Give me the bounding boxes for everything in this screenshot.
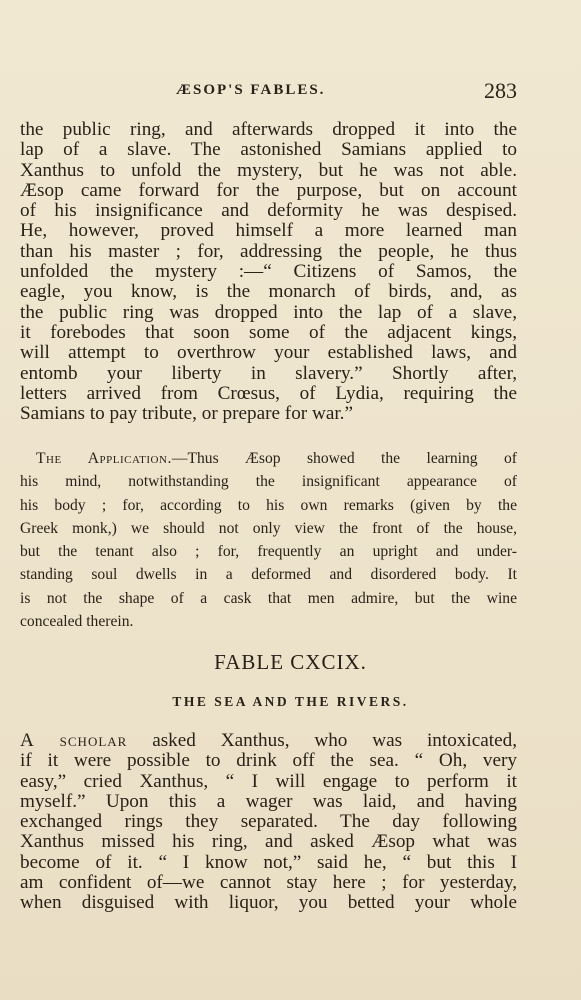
fable-subtitle: THE SEA AND THE RIVERS. — [172, 694, 409, 709]
text-line: than his master ; for, addressing the people, he thus — [20, 240, 517, 262]
text-line: the public ring, and afterwards dropped it into the — [20, 119, 517, 140]
story-first-line — [20, 731, 517, 751]
application-line: his body ; for, according to his own remarks (given by the — [20, 496, 517, 514]
text-line: myself.” Upon this a wager was laid, and having — [20, 790, 517, 812]
text-line: of his insignificance and deformity he was despised. — [20, 200, 517, 222]
application-line: standing soul dwells in a deformed and disordered body. It — [20, 566, 517, 584]
opening-word: A scholar — [20, 730, 128, 751]
text-line: He, however, proved himself a more learned man — [20, 220, 517, 242]
application-line: but the tenant also ; for, frequently an upright and under- — [20, 543, 517, 561]
fable-story — [20, 731, 517, 914]
text-line: become of it. “ I know not,” said he, “ but this I — [20, 851, 517, 873]
text-line: eagle, you know, is the monarch of birds, and, as — [20, 281, 517, 303]
application-section — [20, 447, 517, 633]
text-line: Æsop came forward for the purpose, but on account — [20, 179, 517, 201]
story-first-line-text: asked Xanthus, who was intoxicated, — [127, 730, 517, 751]
text-line: when disguised with liquor, you betted your whole — [20, 892, 517, 914]
application-first-line-text: —Thus Æsop showed the learning of — [171, 450, 517, 467]
fable-title: FABLE CXCIX. — [214, 650, 367, 674]
text-line: if it were possible to drink off the sea. “ Oh, very — [20, 750, 517, 772]
page-number: 283 — [484, 78, 517, 103]
text-line: Xanthus missed his ring, and asked Æsop what was — [20, 831, 517, 853]
text-line: will attempt to overthrow your established laws, and — [20, 342, 517, 364]
text-line: letters arrived from Crœsus, of Lydia, requiring the — [20, 382, 517, 404]
text-line: Xanthus to unfold the mystery, but he was not able. — [20, 159, 517, 181]
application-line: his mind, notwithstanding the insignificant appearance of — [20, 473, 517, 491]
text-line: it forebodes that soon some of the adjacent kings, — [20, 321, 517, 343]
text-line: entomb your liberty in slavery.” Shortly after, — [20, 362, 517, 384]
text-line: easy,” cried Xanthus, “ I will engage to perform it — [20, 770, 517, 792]
text-line: the public ring was dropped into the lap of a slave, — [20, 301, 517, 323]
running-title: ÆSOP'S FABLES. — [176, 82, 326, 98]
text-line: Samians to pay tribute, or prepare for war.” — [20, 403, 353, 425]
application-line: Greek monk,) we should not only view the front of the house, — [20, 519, 517, 537]
page-header — [20, 78, 517, 106]
application-line: concealed therein. — [20, 613, 134, 631]
body-paragraph — [20, 120, 517, 424]
application-line: is not the shape of a cask that men admire, but the wine — [20, 589, 517, 607]
text-line: unfolded the mystery :—“ Citizens of Samos, the — [20, 261, 517, 283]
application-label: The Application. — [36, 450, 172, 467]
application-first-line — [20, 447, 517, 470]
text-line: exchanged rings they separated. The day following — [20, 811, 517, 833]
text-line: am confident of—we cannot stay here ; for yesterday, — [20, 872, 517, 894]
text-line: lap of a slave. The astonished Samians applied to — [20, 139, 517, 161]
